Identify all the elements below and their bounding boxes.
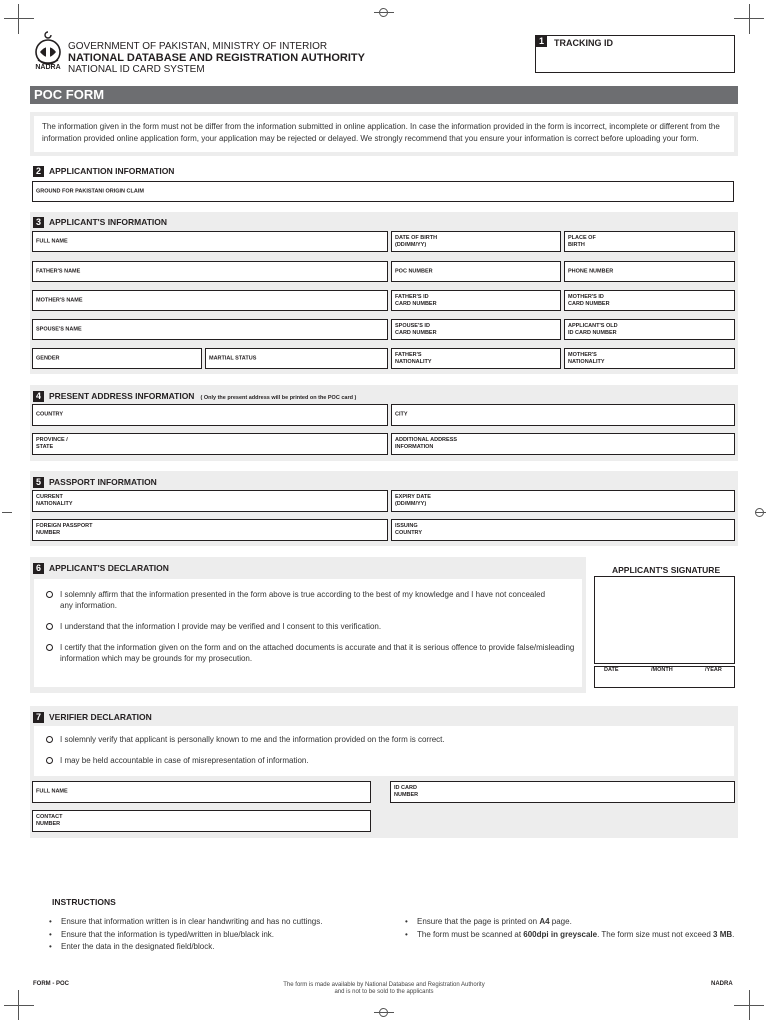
instruction-text: . The form size must not exceed: [597, 930, 714, 939]
verifier-item: I solemnly verify that applicant is personally known to me and the information provided on the form is correct.: [46, 734, 646, 745]
verifier-item: I may be held accountable in case of misrepresentation of information.: [46, 755, 646, 766]
spouse-id-field[interactable]: [391, 319, 561, 340]
phone-number-field[interactable]: [564, 261, 735, 282]
section-3-header: [33, 217, 167, 228]
section-2-header: [33, 166, 174, 177]
section-7-header: [33, 712, 152, 723]
verifier-contact-field[interactable]: [32, 810, 371, 832]
field-label: FATHER'S NAME: [36, 268, 81, 274]
field-label: PLACE OF BIRTH: [568, 235, 596, 248]
footer-notice-line: The form is made available by National Database and Registration Authority: [283, 982, 485, 988]
field-label: APPLICANT'S OLD ID CARD NUMBER: [568, 323, 618, 336]
field-label: POC NUMBER: [395, 268, 433, 274]
form-title: POC FORM: [30, 86, 738, 104]
father-name-field[interactable]: [32, 261, 388, 282]
field-label: FULL NAME: [36, 788, 68, 795]
field-label: MOTHER'S NAME: [36, 297, 83, 303]
marital-status-field[interactable]: [205, 348, 388, 369]
field-label: DATE OF BIRTH (DD/MM/YY): [395, 235, 438, 248]
instruction-item: • Ensure that information written is in clear handwriting and has no cuttings.: [49, 916, 322, 927]
field-label: FULL NAME: [36, 238, 68, 244]
year-label: /YEAR: [705, 667, 722, 673]
section-number: 6: [33, 563, 44, 574]
field-label: MOTHER'S NATIONALITY: [568, 352, 605, 365]
section-number: 3: [33, 217, 44, 228]
footer-notice: [234, 982, 534, 996]
instruction-text: .: [732, 930, 735, 939]
poc-number-field[interactable]: [391, 261, 561, 282]
section-number: 1: [536, 36, 547, 47]
father-nationality-field[interactable]: [391, 348, 561, 369]
instruction-emphasis: 3 MB: [713, 930, 733, 939]
footer-notice-line: and is not to be sold to the applicants: [334, 989, 434, 995]
place-of-birth-field[interactable]: [564, 231, 735, 252]
foreign-passport-field[interactable]: [32, 519, 388, 541]
field-label: MARTIAL STATUS: [209, 355, 257, 361]
ground-claim-field[interactable]: [32, 181, 734, 202]
footer-nadra: NADRA: [711, 981, 733, 987]
date-label: DATE: [604, 667, 619, 673]
field-label: FOREIGN PASSPORT NUMBER: [36, 523, 93, 536]
crop-mark: [2, 512, 12, 513]
section-title: VERIFIER DECLARATION: [49, 712, 152, 722]
crop-mark: [18, 990, 19, 1020]
field-label: SPOUSE'S NAME: [36, 326, 82, 332]
header-system: NATIONAL ID CARD SYSTEM: [68, 64, 205, 75]
nadra-logo: [32, 30, 64, 74]
logo-text: NADRA: [35, 64, 61, 71]
instruction-item: [405, 916, 572, 927]
instruction-emphasis: 600dpi in greyscale: [523, 930, 598, 939]
field-label: FATHER'S ID CARD NUMBER: [395, 294, 437, 307]
section-title: APPLICANT'S DECLARATION: [49, 563, 169, 573]
instruction-item: • Ensure that the information is typed/written in blue/black ink.: [49, 929, 274, 940]
issuing-country-field[interactable]: [391, 519, 735, 541]
instruction-item: • Enter the data in the designated field/block.: [49, 941, 214, 952]
registration-mark: [379, 1008, 388, 1017]
section-number: 5: [33, 477, 44, 488]
crop-mark: [18, 4, 19, 34]
verifier-id-card-field[interactable]: [390, 781, 735, 803]
instruction-emphasis: A4: [539, 917, 550, 926]
mother-id-field[interactable]: [564, 290, 735, 311]
signature-title: APPLICANT'S SIGNATURE: [612, 565, 721, 575]
signature-box[interactable]: [594, 576, 735, 664]
mother-nationality-field[interactable]: [564, 348, 735, 369]
section-title: PASSPORT INFORMATION: [49, 477, 157, 487]
intro-text: The information given in the form must not be differ from the information submitted in online application. In case the information provided in the form is incorrect, incomplete or different from the information provided online application form, your application may be rejected or delayed. We strongly recommend that you ensure your information is correct before uploading your form.: [34, 116, 734, 152]
current-nationality-field[interactable]: [32, 490, 388, 512]
footer-form-code: FORM - POC: [33, 981, 69, 987]
field-label: MOTHER'S ID CARD NUMBER: [568, 294, 610, 307]
field-label: FATHER'S NATIONALITY: [395, 352, 432, 365]
instruction-item: [405, 929, 734, 940]
section-number: 7: [33, 712, 44, 723]
field-label: CITY: [395, 411, 408, 418]
declaration-item: I understand that the information I provide may be verified and I consent to this verification.: [46, 621, 556, 632]
father-id-field[interactable]: [391, 290, 561, 311]
section-6-header: [33, 563, 169, 574]
field-label: GENDER: [36, 355, 60, 361]
dob-field[interactable]: [391, 231, 561, 252]
declaration-item: I certify that the information given on the form and on the attached documents is accurate and that it is serious offence to provide false/misleading information which may be grounds for my prosecution.: [46, 642, 576, 664]
registration-mark: [755, 508, 764, 517]
section-note: ( Only the present address will be printed on the POC card ): [200, 395, 357, 401]
month-label: /MONTH: [651, 667, 673, 673]
field-label: SPOUSE'S ID CARD NUMBER: [395, 323, 437, 336]
additional-address-field[interactable]: [391, 433, 735, 455]
crop-mark: [749, 990, 750, 1020]
field-label: PHONE NUMBER: [568, 268, 614, 274]
field-label: PROVINCE / STATE: [36, 437, 68, 450]
gender-field[interactable]: [32, 348, 202, 369]
registration-mark: [379, 8, 388, 17]
section-number: 2: [33, 166, 44, 177]
tracking-id-field[interactable]: [535, 35, 735, 73]
header-ministry: GOVERNMENT OF PAKISTAN, MINISTRY OF INTERIOR: [68, 41, 328, 52]
intro-panel: [30, 112, 738, 156]
header-authority: NATIONAL DATABASE AND REGISTRATION AUTHORITY: [68, 52, 365, 64]
tracking-id-label: TRACKING ID: [554, 38, 613, 48]
section-title: PRESENT ADDRESS INFORMATION: [49, 391, 195, 401]
crop-mark: [4, 18, 34, 19]
province-field[interactable]: [32, 433, 388, 455]
field-label: ID CARD NUMBER: [394, 785, 419, 798]
old-id-field[interactable]: [564, 319, 735, 340]
section-5-header: [33, 477, 157, 488]
expiry-date-field[interactable]: [391, 490, 735, 512]
instruction-text: The form must be scanned at: [417, 930, 524, 939]
section-title: APPLICANTION INFORMATION: [49, 166, 175, 176]
field-label: COUNTRY: [36, 411, 63, 418]
country-field[interactable]: [32, 404, 388, 426]
crop-mark: [4, 1005, 34, 1006]
field-label: CONTACT NUMBER: [36, 814, 63, 827]
verifier-full-name-field[interactable]: [32, 781, 371, 803]
field-label: ADDITIONAL ADDRESS INFORMATION: [395, 437, 458, 450]
section-title: APPLICANT'S INFORMATION: [49, 217, 168, 227]
declaration-item: I solemnly affirm that the information presented in the form above is true according to the best of my knowledge and I have not concealed any information.: [46, 589, 556, 611]
section-4-header: [33, 391, 356, 404]
section-number: 4: [33, 391, 44, 402]
field-label: ISSUING COUNTRY: [395, 523, 422, 536]
instructions-title: INSTRUCTIONS: [52, 897, 116, 907]
city-field[interactable]: [391, 404, 735, 426]
full-name-field[interactable]: [32, 231, 388, 252]
instruction-text: page.: [549, 917, 572, 926]
mother-name-field[interactable]: [32, 290, 388, 311]
field-label: CURRENT NATIONALITY: [36, 494, 73, 507]
spouse-name-field[interactable]: [32, 319, 388, 340]
field-label: EXPIRY DATE (DD/MM/YY): [395, 494, 431, 507]
crop-mark: [749, 4, 750, 34]
field-label: GROUND FOR PAKISTANI ORIGIN CLAIM: [36, 188, 144, 194]
instruction-text: Ensure that the page is printed on: [417, 917, 540, 926]
